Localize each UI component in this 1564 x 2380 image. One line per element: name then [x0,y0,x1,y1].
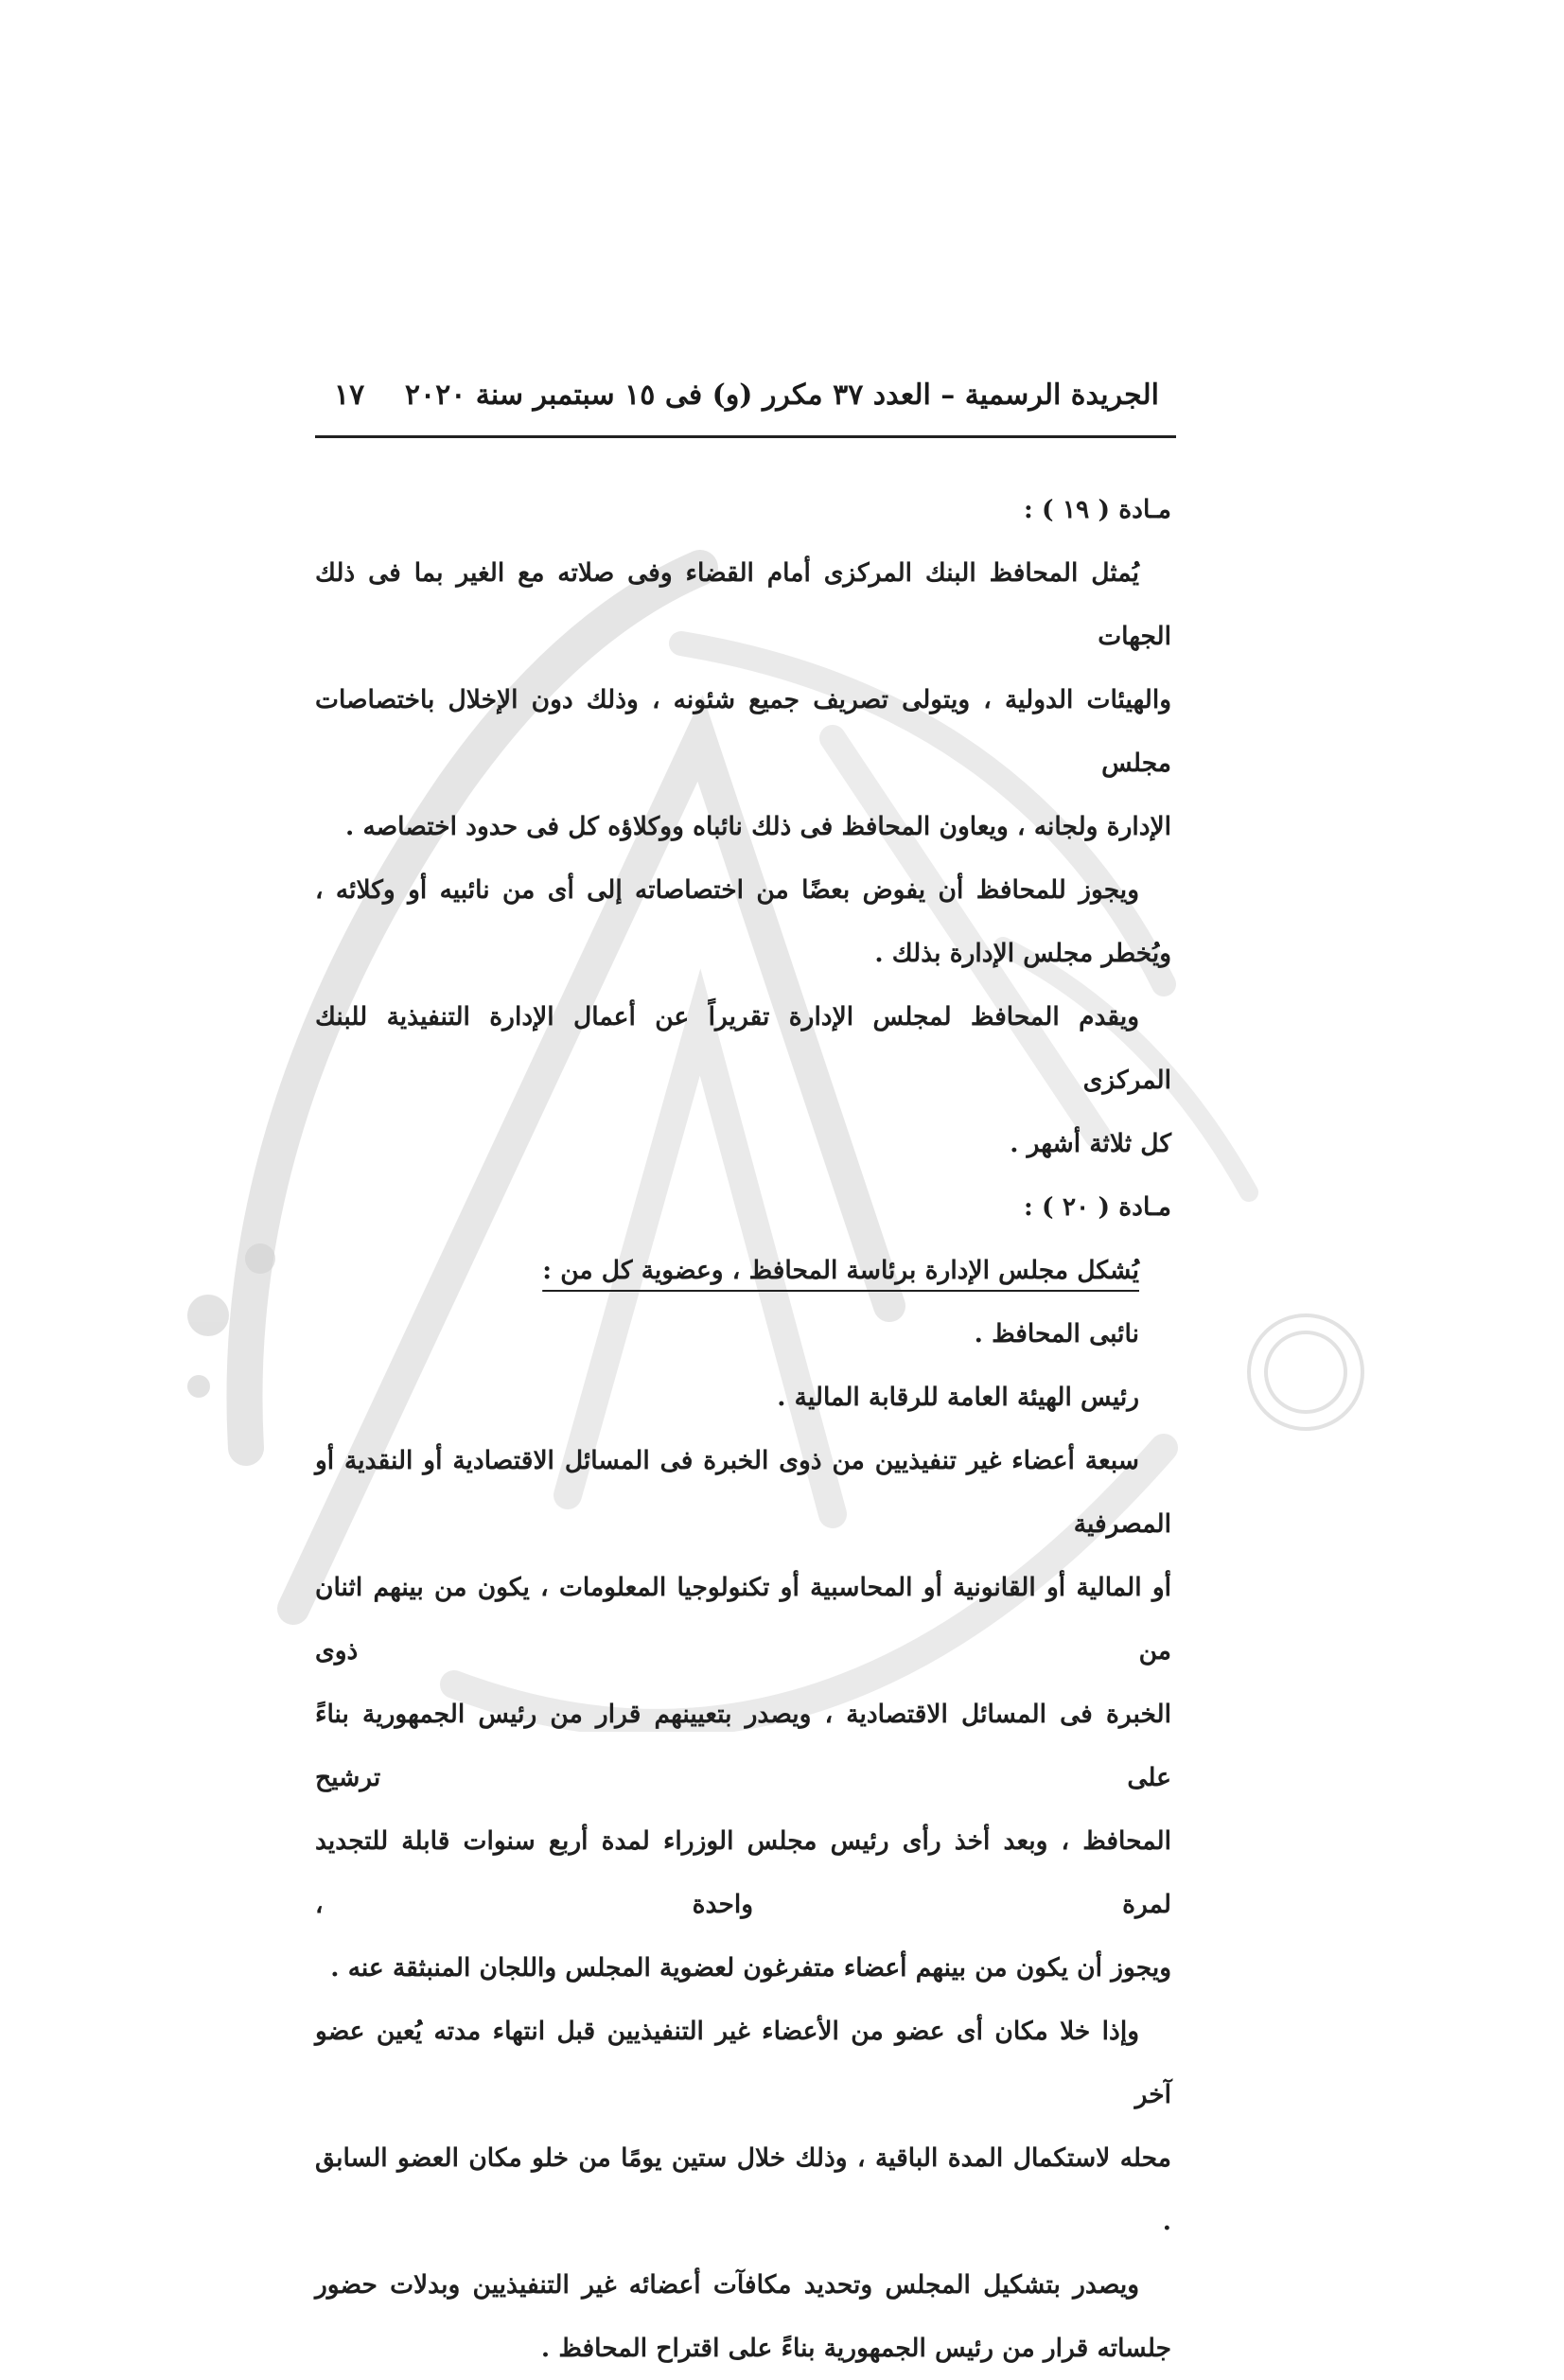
article-20-line: ويجوز أن يكون من بينهم أعضاء متفرغون لعضوية المجلس واللجان المنبثقة عنه . [330,1953,1171,1983]
article-20-line: المحافظ ، وبعد أخذ رأى رئيس مجلس الوزراء لمدة أربع سنوات قابلة للتجديد لمرة واحدة ، [315,1826,1171,1919]
article-20-line: رئيس الهيئة العامة للرقابة المالية . [777,1383,1139,1412]
article-20-intro: يُشكل مجلس الإدارة برئاسة المحافظ ، وعضوية كل من : [542,1256,1139,1285]
page-header [315,369,1176,438]
page-number: ١٧ [334,379,365,412]
article-20-line [315,1239,1171,1302]
article-19-line: يُمثل المحافظ البنك المركزى أمام القضاء وفى صلاته مع الغير بما فى ذلك الجهات [315,558,1171,651]
article-20-line: ويصدر بتشكيل المجلس وتحديد مكافآت أعضائه غير التنفيذيين وبدلات حضور [315,2270,1139,2300]
article-19-line: الإدارة ولجانه ، ويعاون المحافظ فى ذلك نائباه ووكلاؤه كل فى حدود اختصاصه . [345,812,1171,841]
article-19-line: كل ثلاثة أشهر . [1010,1129,1171,1158]
article-20-line: وإذا خلا مكان أى عضو من الأعضاء غير التنفيذيين قبل انتهاء مدته يُعين عضو آخر [315,2017,1171,2109]
article-19-title: مـادة ( ١٩ ) : [1024,495,1171,524]
document-body [315,478,1171,2380]
article-20-line: سبعة أعضاء غير تنفيذيين من ذوى الخبرة فى المسائل الاقتصادية أو النقدية أو المصرفية [315,1446,1171,1539]
article-20-line: محله لاستكمال المدة الباقية ، وذلك خلال ستين يومًا من خلو مكان العضو السابق . [315,2143,1171,2236]
article-19-line: ويُخطر مجلس الإدارة بذلك . [874,939,1171,968]
article-19-line: ويجوز للمحافظ أن يفوض بعضًا من اختصاصاته إلى أى من نائبيه أو وكلائه ، [315,875,1139,905]
article-20-line: أو المالية أو القانونية أو المحاسبية أو تكنولوجيا المعلومات ، يكون من بينهم اثنان من ذوى [315,1573,1171,1666]
gazette-title: الجريدة الرسمية – العدد ٣٧ مكرر (و) فى ١٥ سبتمبر سنة ٢٠٢٠ [404,379,1159,412]
article-20-line: جلساته قرار من رئيس الجمهورية بناءً على اقتراح المحافظ . [540,2334,1171,2363]
article-20-line: نائبى المحافظ . [974,1319,1139,1349]
article-19-line: والهيئات الدولية ، ويتولى تصريف جميع شئونه ، وذلك دون الإخلال باختصاصات مجلس [315,685,1171,778]
article-20-line: الخبرة فى المسائل الاقتصادية ، ويصدر بتعيينهم قرار من رئيس الجمهورية بناءً على ترشيح [315,1700,1171,1792]
article-20-title: مـادة ( ٢٠ ) : [1024,1192,1171,1222]
article-19-line: ويقدم المحافظ لمجلس الإدارة تقريراً عن أعمال الإدارة التنفيذية للبنك المركزى [315,1002,1171,1095]
